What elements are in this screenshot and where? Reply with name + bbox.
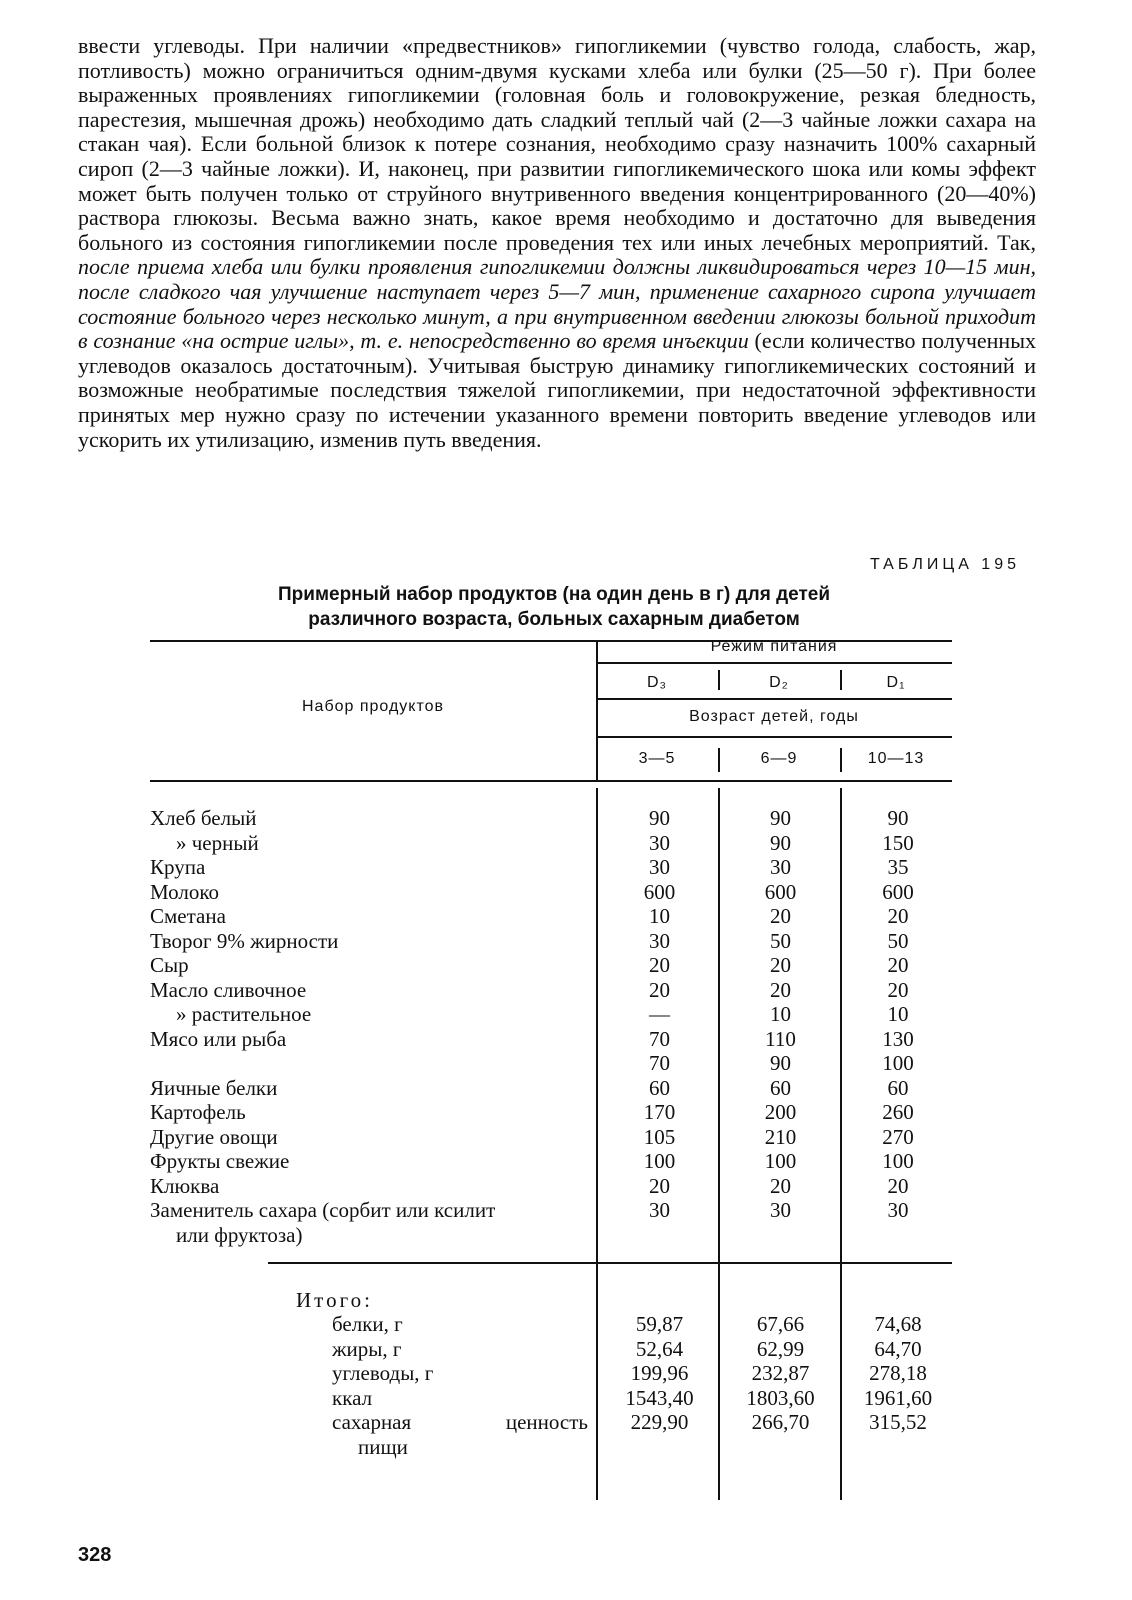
row-value-d1: 270: [882, 1124, 914, 1149]
totals-label-row: [150, 1288, 952, 1312]
header-regime-d3: D₃: [646, 674, 668, 691]
paragraph-text-italic: после приема хлеба или булки проявления гипогликемии должны ликвидироваться через 10—15 мин, после сладкого чая улучшение наступает через 5—7 мин, применение сахарного сиропа улучшает состояние больного через несколько минут, а при внутривенном введении глюкозы больной приходит в сознание «на острие иглы», т. е. непосредственно во время инъекции: [78, 254, 1036, 354]
header-age-1: 3—5: [638, 750, 676, 767]
table-row: [150, 806, 952, 830]
row-name: Молоко: [150, 879, 219, 904]
table-row: [150, 953, 952, 977]
totals-value-d1: 278,18: [869, 1361, 927, 1385]
row-value-d3: 90: [649, 806, 670, 830]
totals-row: [150, 1312, 952, 1336]
table-row: [150, 1198, 952, 1222]
row-value-d1: 130: [882, 1026, 914, 1051]
row-name: Заменитель сахара (сорбит или ксилит: [150, 1198, 496, 1222]
table-title-line-1: Примерный набор продуктов (на один день в г) для детей: [278, 584, 830, 605]
table-row: [150, 1125, 952, 1149]
row-value-d1: 20: [887, 977, 909, 1002]
table-row: [150, 1149, 952, 1173]
row-value-d3: 10: [649, 904, 670, 928]
row-name: Крупа: [150, 855, 206, 879]
row-value-d3: 70: [649, 1026, 670, 1051]
row-value-d2: 210: [764, 1124, 797, 1149]
row-name: Другие овощи: [150, 1124, 278, 1149]
table-row: [150, 1027, 952, 1051]
header-divider-3: [596, 736, 952, 738]
totals-row-name: ккал: [332, 1385, 373, 1410]
row-value-d3: 30: [649, 855, 670, 879]
totals-value-d3: 1543,40: [625, 1385, 694, 1410]
row-value-d2: 90: [770, 830, 791, 855]
header-regime-d1: D₁: [886, 674, 906, 691]
header-age-2: 6—9: [760, 750, 798, 767]
table-row: [150, 978, 952, 1002]
totals-value-d2: 266,70: [751, 1410, 810, 1434]
totals-row: [150, 1361, 952, 1385]
row-name: Фрукты свежие: [150, 1149, 290, 1173]
row-value-d2: 90: [770, 806, 791, 830]
row-value-d2: 10: [770, 1002, 791, 1026]
table-row: [150, 1174, 952, 1198]
table-title-line-2: различного возраста, больных сахарным диабетом: [308, 609, 800, 630]
totals-row: [150, 1386, 952, 1410]
row-value-d2: 90: [770, 1051, 791, 1075]
totals-value-d1: 74,68: [874, 1312, 922, 1336]
row-value-d1: 30: [887, 1198, 909, 1222]
row-value-d3: —: [649, 1002, 670, 1026]
row-name: Хлеб белый: [150, 806, 257, 830]
totals-row-name: сахарная ценность: [332, 1410, 588, 1434]
table-row: [150, 904, 952, 928]
table-row: [150, 929, 952, 953]
row-value-d2: 30: [770, 1198, 791, 1222]
header-age: Возраст детей, годы: [689, 708, 859, 725]
header-regime-d2: D₂: [769, 674, 789, 691]
paragraph-text-end: (если количество полученных углеводов оказалось достаточным). Учитывая быструю динамику гипогликемических состояний и возможные необратимые последствия тяжелой гипогликемии, при недостаточной эффективности принятых мер нужно сразу по истечении указанного времени повторить введение углеводов или ускорить их утилизацию, изменив путь введения.: [78, 328, 1036, 452]
table-row: [150, 1076, 952, 1100]
row-value-d3: 30: [649, 830, 670, 855]
row-value-d3: 70: [649, 1051, 670, 1075]
row-value-d1: 20: [887, 953, 909, 977]
totals-separator-rule: [268, 1262, 952, 1264]
totals-label: Итого:: [296, 1288, 373, 1312]
paragraph-text-start: ввести углеводы. При наличии «предвестников» гипогликемии (чувство голода, слабость, жар, потливость) можно ограничиться одним-двумя кусками хлеба или булки (25—50 г). При более выраженных проявлениях гипогликемии (головная боль и головокружение, резкая бледность, парестезия, мышечная дрожь) необходимо дать сладкий теплый чай (2—3 чайные ложки сахара на стакан чая). Если больной близок к потере сознания, необходимо сразу назначить 100% сахарный сироп (2—3 чайные ложки). И, наконец, при развитии гипогликемического шока или комы эффект может быть получен только от струйного внутривенного введения концентрированного (20—40%) раствора глюкозы. Весьма важно знать, какое время необходимо и достаточно для выведения больного из состояния гипогликемии после проведения тех или иных лечебных мероприятий. Так,: [78, 33, 1036, 255]
table-number: ТАБЛИЦА 195: [869, 556, 1020, 573]
row-value-d2: 200: [764, 1100, 797, 1124]
row-value-d2: 20: [770, 953, 791, 977]
row-value-d3: 100: [643, 1149, 676, 1173]
row-value-d2: 100: [764, 1149, 797, 1173]
row-value-d2: 110: [765, 1026, 796, 1051]
totals-row-name: жиры, г: [332, 1336, 402, 1361]
row-value-d2: 50: [770, 928, 791, 953]
row-value-d3: 20: [649, 977, 670, 1002]
row-name: Творог 9% жирности: [150, 928, 339, 953]
header-age-3: 10—13: [867, 750, 925, 767]
table-row: [150, 1051, 952, 1075]
row-value-d1: 260: [882, 1100, 914, 1124]
totals-value-d3: 229,90: [630, 1410, 689, 1434]
totals-value-d3: 59,87: [635, 1312, 684, 1336]
row-value-d3: 30: [649, 928, 670, 953]
row-value-d1: 100: [882, 1149, 914, 1173]
row-name: Сметана: [150, 904, 226, 928]
row-value-d1: 90: [887, 806, 909, 830]
totals-row: [150, 1435, 952, 1459]
totals-value-d2: 1803,60: [746, 1385, 815, 1410]
row-value-d1: 100: [882, 1051, 914, 1075]
totals-value-d2: 62,99: [756, 1336, 805, 1361]
totals-row-name: пищи: [358, 1434, 408, 1459]
row-name: » черный: [176, 830, 259, 855]
table-title: [150, 582, 958, 632]
row-name: Сыр: [150, 953, 189, 977]
header-divider-1: [596, 662, 952, 664]
row-value-d3: 30: [649, 1198, 670, 1222]
table-row: [150, 1002, 952, 1026]
row-name: Картофель: [150, 1100, 246, 1124]
row-value-d2: 60: [770, 1075, 791, 1100]
row-name: Клюква: [150, 1173, 220, 1198]
row-value-d1: 50: [887, 928, 909, 953]
table-row: [150, 880, 952, 904]
header-regime: Режим питания: [710, 638, 838, 655]
table-row: [150, 855, 952, 879]
row-value-d1: 150: [882, 830, 914, 855]
row-value-d1: 20: [887, 904, 909, 928]
row-value-d1: 600: [882, 879, 914, 904]
row-value-d2: 30: [770, 855, 791, 879]
totals-value-d1: 64,70: [874, 1336, 922, 1361]
totals-row-name: углеводы, г: [332, 1361, 434, 1385]
totals-value-d3: 199,96: [630, 1361, 689, 1385]
row-name: Масло сливочное: [150, 977, 307, 1002]
table-row: [150, 1100, 952, 1124]
row-value-d3: 20: [649, 1173, 670, 1198]
row-value-d3: 60: [649, 1075, 670, 1100]
row-value-d1: 10: [887, 1002, 909, 1026]
table-row: [150, 831, 952, 855]
row-name: Мясо или рыба: [150, 1026, 287, 1051]
row-value-d1: 35: [887, 855, 909, 879]
totals-row: [150, 1410, 952, 1434]
row-value-d3: 20: [649, 953, 670, 977]
body-paragraph: [78, 34, 1036, 452]
row-value-d1: 20: [887, 1173, 909, 1198]
row-value-d3: 170: [643, 1100, 676, 1124]
page-number: 328: [78, 1544, 112, 1566]
row-value-d2: 20: [770, 977, 791, 1002]
totals-row-name: белки, г: [332, 1312, 403, 1336]
row-value-d1: 60: [887, 1075, 909, 1100]
totals-value-d1: 1961,60: [863, 1385, 933, 1410]
row-value-d2: 600: [764, 879, 797, 904]
totals-row: [150, 1337, 952, 1361]
totals-value-d2: 232,87: [751, 1361, 810, 1385]
row-name: или фруктоза): [176, 1222, 303, 1247]
products-table: [150, 640, 952, 1500]
row-value-d2: 20: [770, 904, 791, 928]
header-products: Набор продуктов: [301, 698, 445, 715]
row-value-d2: 20: [770, 1173, 791, 1198]
row-value-d3: 600: [643, 879, 676, 904]
table-row: [150, 1223, 952, 1247]
row-name: » растительное: [176, 1002, 312, 1026]
row-name: Яичные белки: [150, 1075, 278, 1100]
totals-value-d3: 52,64: [635, 1336, 684, 1361]
header-bottom-rule: [150, 780, 952, 782]
row-value-d3: 105: [643, 1124, 676, 1149]
totals-value-d1: 315,52: [869, 1410, 927, 1434]
header-divider-2: [596, 698, 952, 700]
totals-value-d2: 67,66: [756, 1312, 805, 1336]
